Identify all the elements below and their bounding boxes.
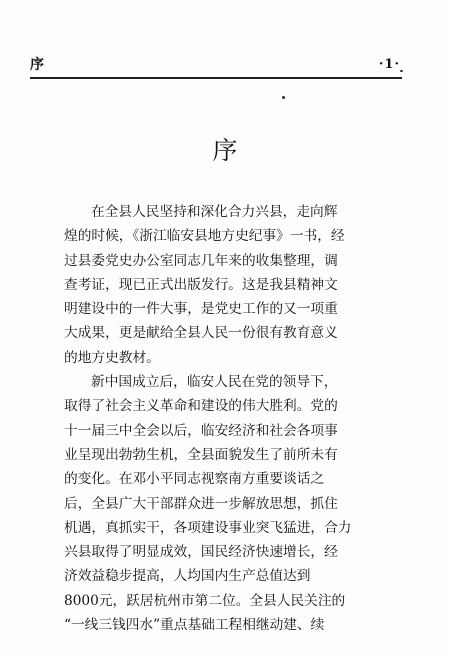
ink-speck <box>282 96 285 99</box>
header-rule <box>30 77 402 79</box>
text-line: 济效益稳步提高，人均国内生产总值达到 <box>64 568 311 585</box>
text-line: 在全县人民坚持和深化合力兴县，走向辉 <box>91 204 338 220</box>
body-text <box>64 200 354 637</box>
text-line: 新中国成立后，临安人民在党的领导下， <box>91 374 338 391</box>
text-line: 过县委党史办公室同志几年来的收集整理，调 <box>64 252 338 269</box>
running-title: 序 <box>30 57 44 73</box>
text-line: “一线三钱四水”重点基础工程相继动建、续 <box>64 617 325 634</box>
text-line: 取得了社会主义革命和建设的伟大胜利。党的 <box>64 398 338 415</box>
text-line: 兴县取得了明显成效，国民经济快速增长，经 <box>64 544 338 561</box>
text-line: 十一届三中全会以后，临安经济和社会各项事 <box>64 422 338 439</box>
text-line: 大成果，更是献给全县人民一份很有教育意义 <box>64 325 338 342</box>
text-line: 查考证，现已正式出版发行。这是我县精神文 <box>64 276 338 293</box>
text-line: 明建设中的一件大事，是党史工作的又一项重 <box>64 301 338 318</box>
text-line: 的变化。在邓小平同志视察南方重要谈话之 <box>64 471 325 488</box>
chapter-title: 序 <box>212 136 238 165</box>
text-line: 后，全县广大干部群众进一步解放思想，抓住 <box>64 495 338 512</box>
running-head <box>30 55 400 77</box>
page-number: ·1· <box>378 57 400 72</box>
ink-speck <box>400 70 403 72</box>
text-line: 业呈现出勃勃生机，全县面貌发生了前所未有 <box>64 446 338 463</box>
text-line: 的地方史教材。 <box>64 349 160 366</box>
text-line: 机遇，真抓实干，各项建设事业突飞猛进，合力 <box>64 519 352 536</box>
text-line: 煌的时候，《浙江临安县地方史纪事》一书，经 <box>64 228 345 245</box>
text-line: 8000元，跃居杭州市第二位。全县人民关注的 <box>64 592 346 609</box>
